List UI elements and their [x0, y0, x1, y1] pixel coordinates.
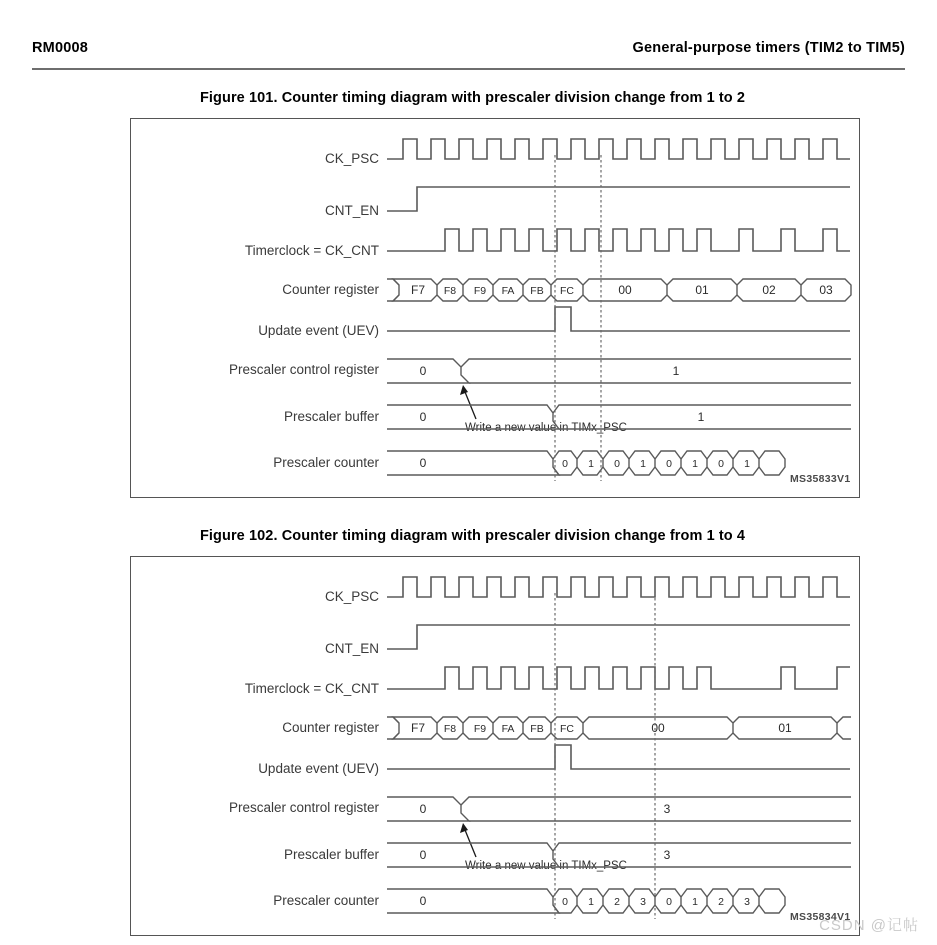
prescaler-counter-cell: 2: [718, 896, 724, 908]
annotation-write-psc: Write a new value in TIMx_PSC: [465, 860, 627, 872]
prescaler-counter-cell: 3: [640, 896, 646, 908]
figure-101-title: Figure 101. Counter timing diagram with prescaler division change from 1 to 2: [199, 90, 746, 106]
waveform-cnt-en: [387, 625, 850, 649]
waveform-uev: [387, 307, 850, 331]
bus-prescaler-counter: [387, 451, 785, 475]
figure-101: [0, 90, 937, 485]
figure-101-diagram: [131, 119, 858, 496]
prescaler-counter-cell: 1: [692, 458, 698, 470]
bus-prescaler-control-register: [387, 797, 851, 821]
waveform-uev: [387, 745, 850, 769]
bus-prescaler-counter: [387, 889, 785, 913]
label-cnt-en: CNT_EN: [324, 641, 379, 656]
label-ck-psc: CK_PSC: [324, 589, 379, 604]
figure-102-frame: [130, 556, 860, 936]
figure-101-frame: [130, 118, 860, 498]
label-prescaler-counter: Prescaler counter: [273, 893, 379, 908]
counter-cell: 02: [762, 283, 776, 297]
label-counter-register: Counter register: [282, 282, 379, 297]
label-prescaler-control-register: Prescaler control register: [228, 800, 379, 815]
counter-cell: F8: [443, 285, 457, 297]
annotation-write-psc: Write a new value in TIMx_PSC: [465, 422, 627, 434]
prescaler-counter-cell: 1: [588, 896, 594, 908]
label-ck-psc: CK_PSC: [324, 151, 379, 166]
counter-cell: F9: [473, 723, 487, 735]
header-divider: [32, 68, 905, 70]
prescaler-counter-cell: 0: [419, 894, 427, 908]
waveform-cnt-en: [387, 187, 850, 211]
counter-cell: FB: [530, 723, 544, 735]
annotation-arrowhead: [460, 823, 468, 833]
prescaler-counter-cell: 0: [718, 458, 724, 470]
counter-cell: 01: [778, 721, 792, 735]
page-header: [0, 0, 937, 70]
prescaler-buffer-cell: 3: [663, 848, 671, 862]
prescaler-counter-cell: 2: [614, 896, 620, 908]
label-update-event: Update event (UEV): [258, 761, 379, 776]
prescaler-control-cell: 0: [419, 802, 427, 816]
figure-102-title: Figure 102. Counter timing diagram with prescaler division change from 1 to 4: [199, 528, 746, 544]
label-cnt-en: CNT_EN: [324, 203, 379, 218]
waveform-timerclock: [387, 229, 850, 251]
prescaler-counter-cell: 3: [744, 896, 750, 908]
prescaler-counter-cell: 0: [666, 458, 672, 470]
label-prescaler-control-register: Prescaler control register: [228, 362, 379, 377]
prescaler-counter-cell: 1: [640, 458, 646, 470]
counter-cell: F7: [410, 283, 426, 297]
counter-cell: 00: [651, 721, 665, 735]
waveform-ck-psc: [387, 577, 850, 597]
figure-102-diagram: [131, 557, 858, 934]
prescaler-control-cell: 3: [663, 802, 671, 816]
annotation-arrowhead: [460, 385, 468, 395]
counter-cell: FB: [530, 285, 544, 297]
prescaler-counter-cell: 1: [744, 458, 750, 470]
prescaler-counter-cell: 0: [419, 456, 427, 470]
chapter-title: General-purpose timers (TIM2 to TIM5): [632, 40, 905, 56]
counter-cell: 00: [618, 283, 632, 297]
figure-102: [0, 528, 937, 923]
bus-counter-register: [387, 717, 851, 739]
counter-cell: FC: [560, 285, 574, 297]
counter-cell: F9: [473, 285, 487, 297]
prescaler-counter-cell: 0: [614, 458, 620, 470]
counter-cell: FC: [560, 723, 574, 735]
prescaler-buffer-cell: 1: [697, 410, 705, 424]
prescaler-counter-cell: 0: [666, 896, 672, 908]
counter-cell: FA: [501, 723, 515, 735]
prescaler-control-cell: 0: [419, 364, 427, 378]
waveform-timerclock: [387, 667, 850, 689]
prescaler-counter-cell: 1: [588, 458, 594, 470]
label-prescaler-buffer: Prescaler buffer: [283, 409, 379, 424]
label-update-event: Update event (UEV): [258, 323, 379, 338]
counter-cell: 01: [695, 283, 709, 297]
prescaler-counter-cell: 0: [562, 896, 568, 908]
prescaler-buffer-cell: 0: [419, 410, 427, 424]
waveform-ck-psc: [387, 139, 850, 159]
label-timerclock: Timerclock = CK_CNT: [244, 681, 379, 696]
figure-101-code: MS35833V1: [790, 473, 851, 485]
document-id: RM0008: [32, 40, 89, 56]
label-prescaler-buffer: Prescaler buffer: [283, 847, 379, 862]
prescaler-counter-cell: 0: [562, 458, 568, 470]
label-prescaler-counter: Prescaler counter: [273, 455, 379, 470]
label-counter-register: Counter register: [282, 720, 379, 735]
prescaler-buffer-cell: 0: [419, 848, 427, 862]
watermark: CSDN @记帖: [819, 917, 919, 934]
label-timerclock: Timerclock = CK_CNT: [244, 243, 379, 258]
counter-cell: FA: [501, 285, 515, 297]
figure-102-code: MS35834V1: [790, 911, 851, 923]
prescaler-control-cell: 1: [672, 364, 680, 378]
counter-cell: 03: [819, 283, 833, 297]
bus-prescaler-control-register: [387, 359, 851, 383]
prescaler-counter-cell: 1: [692, 896, 698, 908]
counter-cell: F8: [443, 723, 457, 735]
counter-cell: F7: [410, 721, 426, 735]
bus-counter-register: [387, 279, 851, 301]
